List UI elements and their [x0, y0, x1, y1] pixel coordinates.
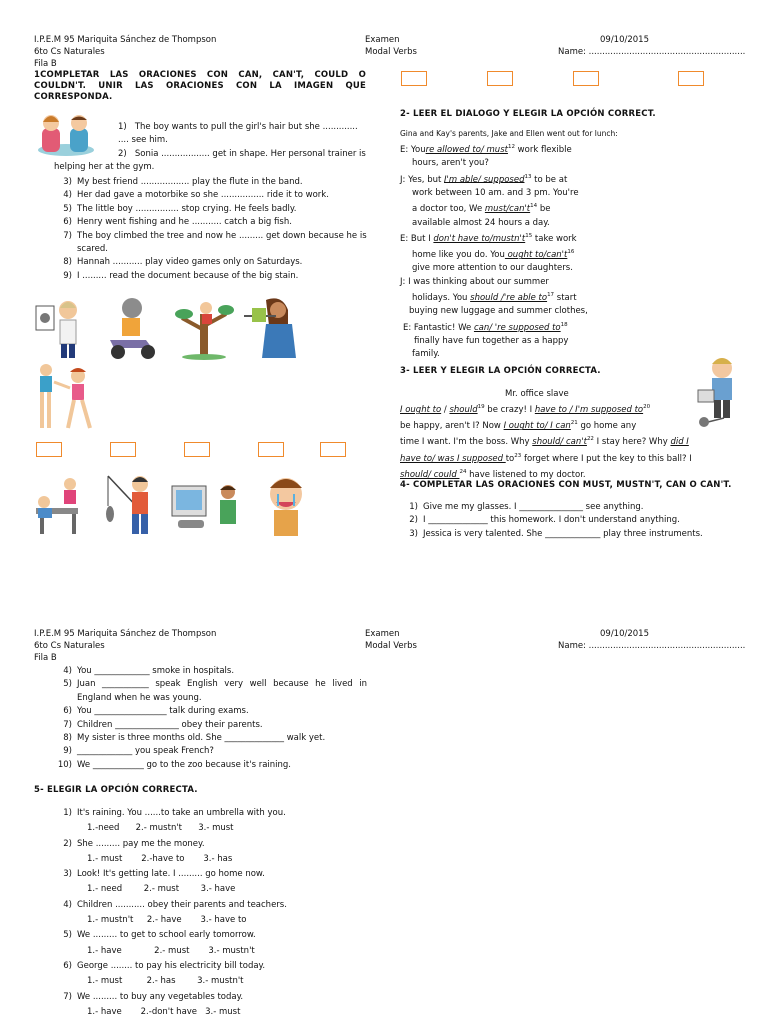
choice-24[interactable]: should/ could: [400, 469, 460, 480]
subject-label: Modal Verbs: [365, 47, 417, 57]
s5-q6: 6) George ........ to pay his electricity bill today.: [63, 960, 266, 971]
section2-intro: Gina and Kay's parents, Jake and Ellen went out for lunch:: [400, 129, 618, 138]
s5-options-4[interactable]: 1.- mustn't 2.- have 3.- have to: [87, 915, 247, 926]
dialog-line: give more attention to our daughters.: [412, 263, 573, 274]
s4b-item-10: 10) We ____________ go to the zoo because it's raining.: [57, 759, 292, 770]
dialog-line: available almost 24 hours a day.: [412, 217, 550, 228]
s4b-item-6: 6) You _________________ talk during exams.: [63, 706, 249, 717]
s1-item-6: 6) Henry went fishing and he ........... catch a big fish.: [63, 217, 292, 228]
s5-q7: 7) We ......... to buy any vegetables today.: [63, 991, 244, 1002]
s1-list: [54, 176, 368, 283]
s1-item-9: 9) I ......... read the document because of the big stain.: [63, 270, 299, 281]
section4-title: 4- COMPLETAR LAS ORACIONES CON MUST, MUSTN'T, CAN O CAN'T.: [400, 480, 732, 490]
choice-23b[interactable]: have to/ was I supposed: [400, 453, 506, 464]
answer-box[interactable]: [320, 442, 346, 457]
section3-title: 3- LEER Y ELEGIR LA OPCIÓN CORRECTA.: [400, 366, 601, 376]
dialog-line: hours, aren't you?: [412, 158, 489, 169]
s1-item-4: 4) Her dad gave a motorbike so she ................ ride it to work.: [63, 190, 329, 201]
choice-21[interactable]: I ought to/ I can: [503, 421, 571, 432]
s5-options-5[interactable]: 1.- have 2.- must 3.- mustn't: [87, 945, 255, 956]
row-label-2: Fila B: [34, 653, 57, 663]
dialog-line: home like you do. You ought $to/can't^{16}$: [412, 249, 575, 260]
choice-23a[interactable]: did I: [670, 437, 689, 448]
s4-item-1: 1) Give me my glasses. I _______________ see anything.: [409, 502, 644, 512]
s5-options-7[interactable]: 1.- have 2.-don't have 3.- must: [87, 1006, 241, 1017]
s5-options-6[interactable]: 1.- must 2.- has 3.- mustn't: [87, 976, 244, 987]
choice-18[interactable]: can/ 're supposed to: [473, 322, 561, 333]
section2-title: 2- LEER EL DIALOGO Y ELEGIR LA OPCIÓN CORRECT.: [400, 109, 656, 119]
choice-17[interactable]: should /'re able to: [470, 293, 548, 304]
s4b-item-8: 8) My sister is three months old. She ______________ walk yet.: [63, 733, 326, 744]
girl-gym-picture: [34, 476, 90, 538]
answer-box[interactable]: [258, 442, 284, 457]
s5-options-2[interactable]: 1.- must 2.-have to 3.- has: [87, 853, 233, 864]
school-name: I.P.E.M 95 Mariquita Sánchez de Thompson: [34, 35, 217, 45]
s5-q2: 2) She ......... pay me the money.: [63, 838, 205, 849]
exam-date-2: 09/10/2015: [600, 629, 649, 639]
s5-options-1[interactable]: 1.-need 2.- mustn't 3.- must: [87, 823, 234, 834]
man-stain-picture: [34, 296, 86, 360]
dialog: [400, 141, 650, 362]
s1-item-7: 7) The boy climbed the tree and now he ......... get down because he is scared.: [63, 230, 367, 255]
answer-box[interactable]: [678, 71, 704, 86]
dialog-line: family.: [412, 349, 440, 360]
fishing-picture: [104, 470, 160, 538]
answer-box[interactable]: [487, 71, 513, 86]
section5-title: 5- ELEGIR LA OPCIÓN CORRECTA.: [34, 785, 198, 795]
dialog-line: E: But I don't have $to/mustn't^{15}$ take work: [400, 232, 577, 244]
answer-box[interactable]: [401, 71, 427, 86]
dialog-line: buying new luggage and summer clothes,: [409, 306, 588, 317]
s1-item-8: 8) Hannah ........... play video games only on Saturdays.: [63, 257, 303, 268]
s1-item-5: 5) The little boy ................ stop crying. He feels badly.: [63, 203, 297, 214]
girl-motorbike-picture: [106, 296, 158, 360]
choice-15[interactable]: don't have to/mustn't: [433, 233, 526, 244]
boy-crying-picture: [262, 472, 312, 538]
s5-q1: 1) It's raining. You ......to take an umbrella with you.: [63, 808, 286, 818]
dialog-line: J: Yes, but I'm able/ supposed$^{13}$ to be at: [400, 173, 568, 185]
choice-22[interactable]: should/ can't: [532, 437, 587, 448]
s5-options-3[interactable]: 1.- need 2.- must 3.- have: [87, 884, 236, 895]
choice-19a[interactable]: I ought to: [400, 404, 442, 415]
boy-girl-dancing-picture: [34, 362, 100, 432]
s5-q4: 4) Children ........... obey their parents and teachers.: [63, 899, 287, 910]
name-field-2[interactable]: Name: ..........................................................: [558, 641, 746, 651]
name-field[interactable]: Name: ..........................................................: [558, 47, 746, 57]
girl-flute-picture: [244, 294, 300, 360]
school-name-2: I.P.E.M 95 Mariquita Sánchez de Thompson: [34, 629, 217, 639]
s1-item-1: 1) The boy wants to pull the girl's hair but she ............. .... see him.: [118, 122, 358, 146]
dialog-line: a doctor too, We must/$can't^{14}$ be: [412, 203, 551, 215]
exam-label: Examen: [365, 35, 400, 45]
dialog-line: J: I was thinking about our summer: [400, 276, 549, 287]
dialog-line: finally have fun together as a happy: [414, 336, 569, 347]
dialog-line: holidays. You should /'re able $to^{17}$ start: [412, 292, 577, 304]
row-label: Fila B: [34, 59, 57, 69]
choice-14[interactable]: must/can't: [484, 204, 531, 215]
s5-list: [54, 806, 367, 1020]
s1-item-3: 3) My best friend .................. play the flute in the band.: [63, 177, 303, 187]
dialog-line: E: Youre allowed to/ must$^{12}$ work flexible: [400, 144, 572, 155]
course-label-2: 6to Cs Naturales: [34, 641, 105, 651]
section3-subtitle: Mr. office slave: [505, 389, 569, 399]
course-label: 6to Cs Naturales: [34, 47, 105, 57]
answer-box[interactable]: [573, 71, 599, 86]
answer-box[interactable]: [36, 442, 62, 457]
s4b-item-7: 7) Children _______________ obey their parents.: [63, 719, 263, 730]
s4b-item-4: 4) You _____________ smoke in hospitals.: [63, 666, 235, 676]
s5-q5: 5) We ......... to get to school early tomorrow.: [63, 930, 256, 941]
exam-label-2: Examen: [365, 629, 400, 639]
answer-box[interactable]: [110, 442, 136, 457]
s4-item-3: 3) Jessica is very talented. She _____________ play three instruments.: [409, 528, 703, 539]
s1-item-2: 2) Sonia .................. get in shape. Her personal trainer is helping her at the gym.: [54, 149, 366, 173]
s5-q3: 3) Look! It's getting late. I ......... go home now.: [63, 869, 265, 880]
dialog-line: E: Fantastic! We can/ 're supposed $to^{18}$: [403, 321, 568, 333]
choice-19b[interactable]: should: [449, 404, 478, 415]
office-slave-text: I ought to / should$^{19}$ be crazy! I have to / I'm supposed $to^{20}$ be happy, aren't I? Now I ought to/ I can$^{21}$ go home any time I want. I'm the boss. Why should/ $can't^{22}$ I stay here? Why did I have to/ was I supposed $to^{23}$ forget where I put the key to this ball? I should/ could $^{24}$ have listened to my doctor.: [400, 404, 692, 480]
s4b-list: [54, 665, 367, 772]
s4-list: [400, 501, 736, 541]
choice-20[interactable]: have to / I'm supposed to: [534, 404, 644, 415]
exam-date: 09/10/2015: [600, 35, 649, 45]
s4b-item-5: 5) Juan ___________ speak English very well because he lived in England when he was young.: [63, 679, 367, 703]
choice-12[interactable]: re allowed to/ must: [425, 144, 508, 155]
videogame-picture: [170, 482, 246, 538]
subject-label-2: Modal Verbs: [365, 641, 417, 651]
section1-title: 1COMPLETAR LAS ORACIONES CON CAN, CAN'T, COULD O COULDN'T. UNIR LAS ORACIONES CON LA IMAGEN QUE CORRESPONDA.: [34, 70, 366, 102]
dialog-line: work between 10 am. and 3 pm. You're: [412, 187, 579, 198]
choice-16[interactable]: ought to/can't: [504, 249, 568, 260]
choice-13[interactable]: I'm able/ supposed: [444, 174, 525, 185]
s4-item-2: 2) I ______________ this homework. I don't understand anything.: [409, 515, 680, 526]
s4b-item-9: 9) _____________ you speak French?: [63, 746, 214, 757]
boy-tree-picture: [172, 300, 234, 360]
answer-box[interactable]: [184, 442, 210, 457]
